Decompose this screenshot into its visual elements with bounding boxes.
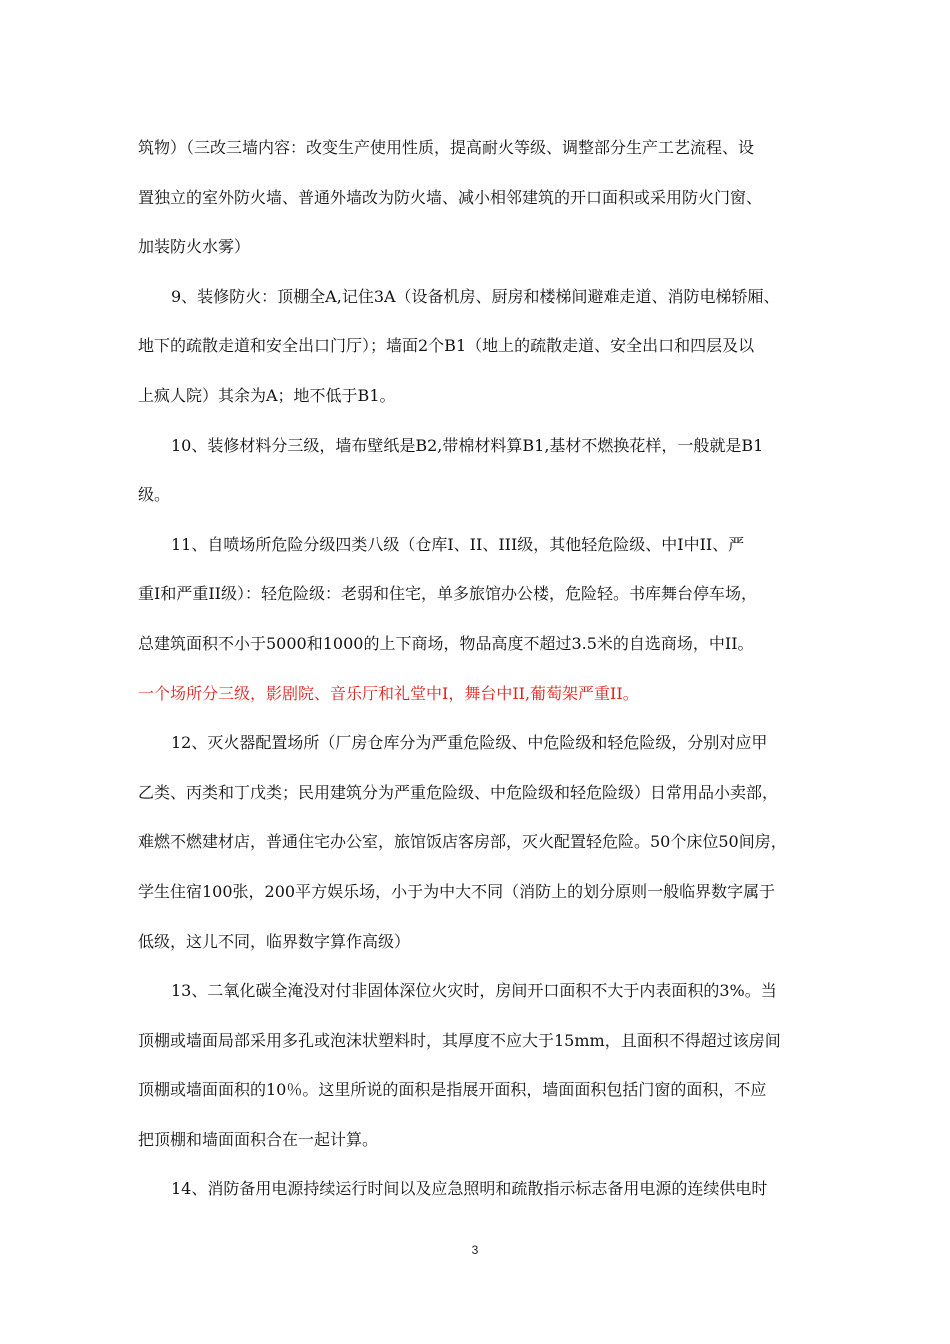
document-body (138, 131, 820, 1222)
text-line: 14、消防备用电源持续运行时间以及应急照明和疏散指示标志备用电源的连续供电时 (171, 1179, 768, 1199)
text-line: 筑物）（三改三墙内容：改变生产使用性质，提高耐火等级、调整部分生产工艺流程、设 (138, 138, 755, 157)
text-line: 置独立的室外防火墙、普通外墙改为防火墙、减小相邻建筑的开口面积或采用防火门窗、 (138, 187, 763, 207)
text-line: 加装防火水雾） (138, 237, 251, 257)
text-line: 地下的疏散走道和安全出口门厅）；墙面2个B1（地上的疏散走道、安全出口和四层及以 (138, 336, 755, 356)
text-line: 上疯人院）其余为A；地不低于B1。 (138, 385, 396, 405)
text-line: 乙类、丙类和丁戊类；民用建筑分为严重危险级、中危险级和轻危险级）日常用品小卖部， (138, 782, 779, 802)
text-line: 把顶棚和墙面面积合在一起计算。 (138, 1129, 379, 1149)
text-line: 12、灭火器配置场所（厂房仓库分为严重危险级、中危险级和轻危险级，分别对应甲 (171, 733, 768, 753)
text-line: 9、装修防火：顶棚全A,记住3A（设备机房、厨房和楼梯间避难走道、消防电梯轿厢、 (171, 286, 780, 306)
page-number: 3 (471, 1243, 479, 1257)
text-line: 顶棚或墙面面积的10％。这里所说的面积是指展开面积，墙面面积包括门窗的面积，不应 (138, 1080, 767, 1100)
text-line: 学生住宿100张，200平方娱乐场，小于为中大不同（消防上的划分原则一般临界数字属于 (138, 881, 776, 901)
text-line: 低级，这儿不同，临界数字算作高级） (138, 931, 411, 951)
text-line: 11、自喷场所危险分级四类八级（仓库I、II、III级，其他轻危险级、中I中II、严 (171, 534, 745, 554)
text-line: 难燃不燃建材店，普通住宅办公室，旅馆饭店客房部，灭火配置轻危险。50个床位50间房， (138, 832, 787, 852)
text-line: 一个场所分三级，影剧院、音乐厅和礼堂中I，舞台中II,葡萄架严重II。 (138, 683, 639, 703)
text-line: 重I和严重II级）：轻危险级：老弱和住宅，单多旅馆办公楼，危险轻。书库舞台停车场， (138, 584, 757, 604)
text-line: 13、二氧化碳全淹没对付非固体深位火灾时，房间开口面积不大于内表面积的3%。当 (171, 981, 777, 1001)
text-line: 10、装修材料分三级，墙布壁纸是B2,带棉材料算B1,基材不燃换花样，一般就是B1 (171, 435, 764, 455)
text-line: 级。 (138, 485, 171, 505)
text-line: 总建筑面积不小于5000和1000的上下商场，物品高度不超过3.5米的自选商场，中II。 (138, 633, 754, 653)
text-line: 顶棚或墙面局部采用多孔或泡沫状塑料时，其厚度不应大于15mm，且面积不得超过该房间 (138, 1030, 781, 1050)
